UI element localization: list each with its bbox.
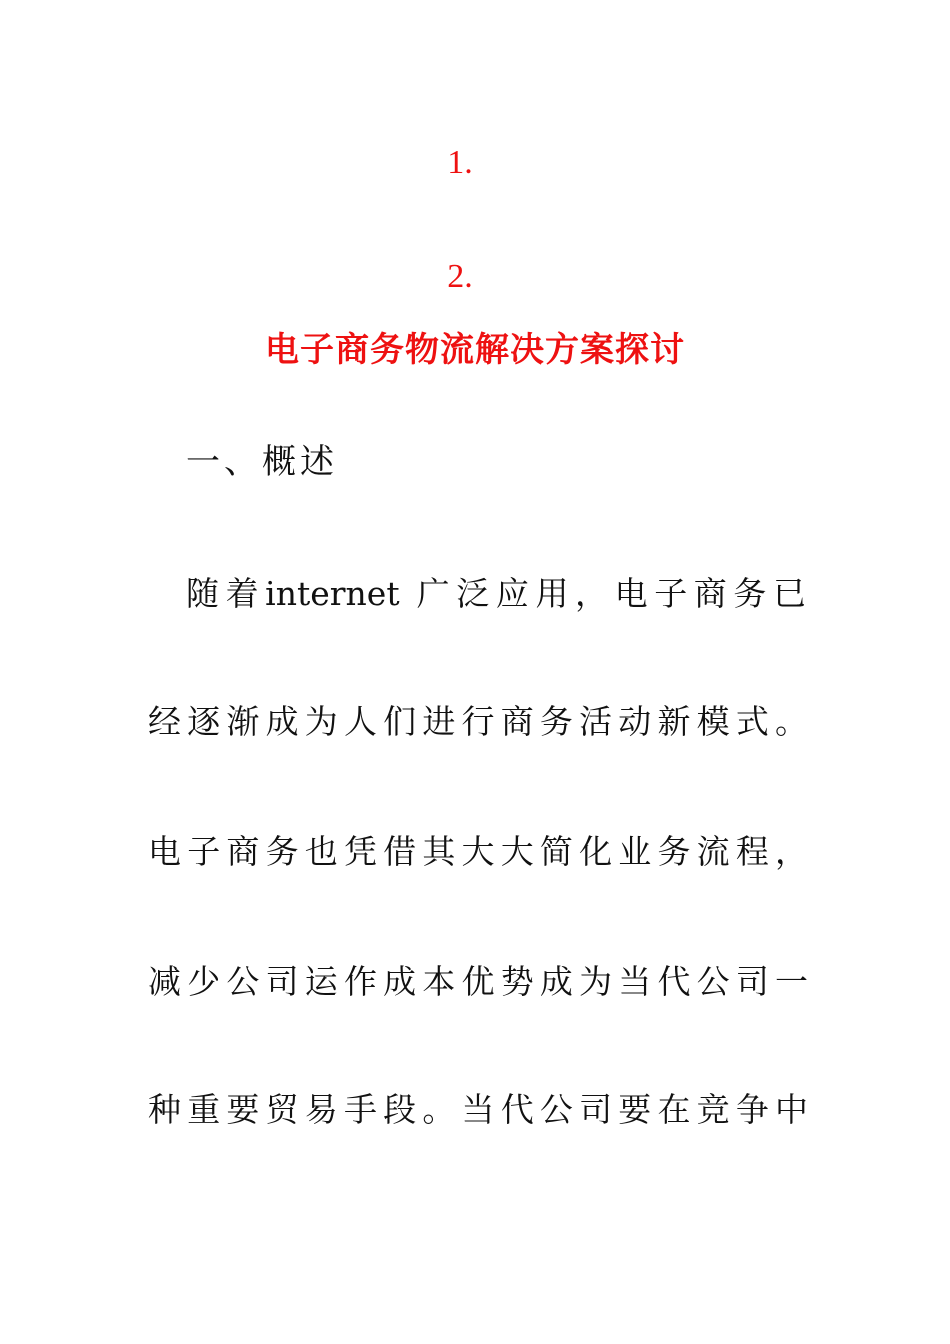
document-title: 电子商务物流解决方案探讨 (265, 330, 685, 370)
paragraph-line-4: 减少公司运作成本优势成为当代公司一 (148, 962, 808, 1001)
paragraph-line-5: 种重要贸易手段。当代公司要在竞争中 (148, 1090, 808, 1129)
paragraph-line-2: 经逐渐成为人们进行商务活动新模式。 (148, 702, 808, 741)
section-heading-overview: 一、概述 (186, 442, 338, 482)
numbered-heading-2: 2. (447, 258, 473, 295)
paragraph-line-1: 随着internet 广泛应用，电子商务已 (186, 574, 806, 613)
paragraph-line-3: 电子商务也凭借其大大简化业务流程， (148, 832, 808, 871)
numbered-heading-1: 1. (447, 144, 473, 181)
